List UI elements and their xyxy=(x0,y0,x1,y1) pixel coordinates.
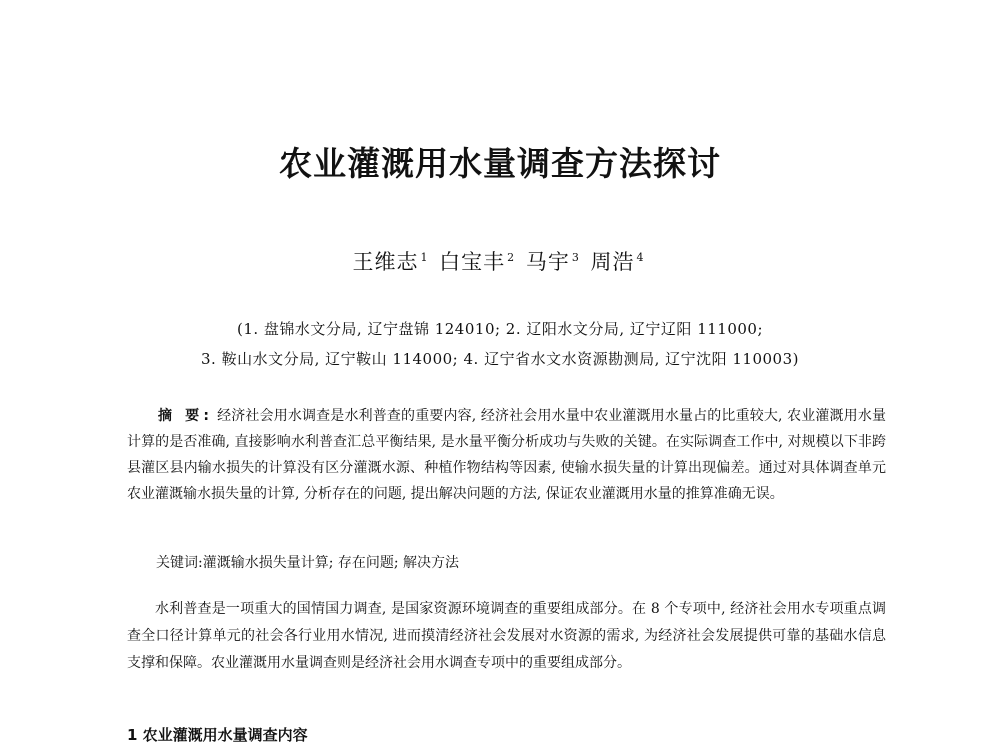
keywords-label: 关键词: xyxy=(156,555,203,571)
section-heading: 1 农业灌溉用水量调查内容 xyxy=(127,726,308,744)
author-affiliation-mark: 1 xyxy=(420,251,429,264)
author-name: 马宇 xyxy=(525,250,570,274)
abstract-text: 经济社会用水调查是水利普查的重要内容, 经济社会用水量中农业灌溉用水量占的比重较大, 农业灌溉用水量计算的是否准确, 直接影响水利普查汇总平衡结果, 是水量平衡分析成功与失败的关键。在实际调查工作中, 对规模以下非跨县灌区县内输水损失的计算没有区分灌溉水源、种植作物结构等因素, 使输水损失量的计算出现偏差。通过对具体调查单元农业灌溉输水损失量的计算, 分析存在的问题, 提出解决问题的方法, 保证农业灌溉用水量的推算准确无误。 xyxy=(127,408,886,502)
author-affiliation-mark: 3 xyxy=(571,251,580,264)
paper-title: 农业灌溉用水量调查方法探讨 xyxy=(279,144,721,183)
abstract xyxy=(127,403,886,507)
author-affiliation-mark: 4 xyxy=(636,251,645,264)
affiliation-line-1: (1. 盘锦水文分局, 辽宁盘锦 124010; 2. 辽阳水文分局, 辽宁辽阳 111000; xyxy=(236,320,764,338)
affiliation-line-2: 3. 鞍山水文分局, 辽宁鞍山 114000; 4. 辽宁省水文水资源勘测局, 辽宁沈阳 110003) xyxy=(201,350,799,368)
intro-paragraph: 水利普查是一项重大的国情国力调查, 是国家资源环境调查的重要组成部分。在 8 个专项中, 经济社会用水专项重点调查全口径计算单元的社会各行业用水情况, 进而摸清经济社会发展对水资源的需求, 为经济社会发展提供可靠的基础水信息支撑和保障。农业灌溉用水量调查则是经济社会用水调查专项中的重要组成部分。 xyxy=(127,601,886,671)
keywords xyxy=(156,552,459,574)
author-line xyxy=(0,246,1000,276)
author-name: 王维志 xyxy=(352,250,419,274)
author-name: 白宝丰 xyxy=(439,250,506,274)
author-name: 周浩 xyxy=(590,250,635,274)
abstract-label: 摘 要: xyxy=(158,408,213,424)
keywords-text: 灌溉输水损失量计算; 存在问题; 解决方法 xyxy=(202,555,460,571)
author-affiliation-mark: 2 xyxy=(507,251,516,264)
